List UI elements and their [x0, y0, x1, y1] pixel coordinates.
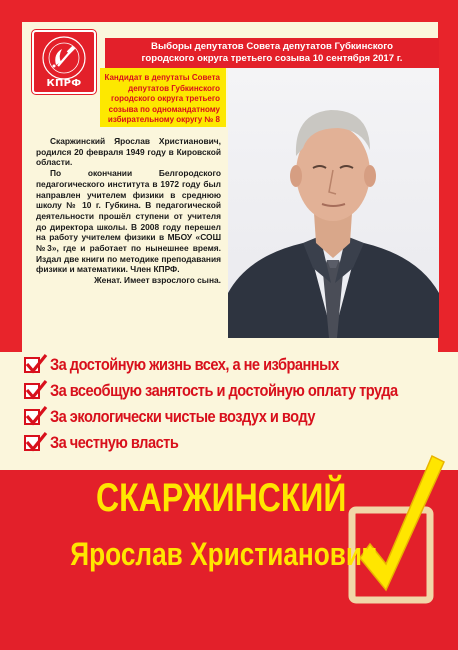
red-frame-top [0, 0, 458, 22]
ballot-check-icon [340, 440, 450, 615]
slogan-text: За всеобщую занятость и достойную оплату труда [50, 381, 398, 400]
slogan-text: За экологически чистые воздух и воду [50, 407, 315, 426]
checkbox-icon [24, 357, 40, 373]
bio-paragraph-1: Скаржинский Ярослав Христианович, родился 20 февраля 1949 году в Кировской области. [36, 136, 221, 168]
kprf-logo [32, 30, 96, 94]
bio-paragraph-3: Женат. Имеет взрослого сына. [94, 275, 221, 286]
banner-line-2: городского округа третьего созыва 10 сентября 2017 г. [141, 53, 403, 64]
biography [36, 136, 221, 286]
candidate-box [100, 68, 226, 127]
candidate-line-3: городского округа третьего [111, 94, 220, 104]
slogan-item [24, 432, 199, 454]
slogan-text: За достойную жизнь всех, а не избранных [50, 355, 339, 374]
bio-paragraph-2: По окончании Белгородского педагогического института в 1972 году был направлен учителем физики в среднюю школу № 10 г. Губкина. В педагогической деятельности прошёл ступени от учителя до директора школы. В 2008 году перешел на работу учителем физики в МБОУ «СОШ №3», где и работает по нынешнее время. Издал две книги по методике преподавания физики и математики. Член КПРФ. [36, 168, 221, 275]
red-frame-left [0, 0, 22, 352]
slogan-text: За честную власть [50, 433, 179, 452]
candidate-surname: СКАРЖИНСКИЙ [96, 476, 347, 520]
checkbox-icon [24, 383, 40, 399]
red-frame-right [438, 0, 458, 352]
slogan-item [24, 406, 358, 428]
candidate-line-4: созыва по одномандатному [108, 104, 220, 114]
candidate-line-2: депутатов Губкинского [128, 83, 220, 93]
banner-line-1: Выборы депутатов Совета депутатов Губкинского [151, 41, 393, 52]
checkbox-icon [24, 435, 40, 451]
logo-label: КПРФ [46, 78, 82, 89]
candidate-line-5: избирательному округу № 8 [107, 115, 220, 125]
election-banner [105, 38, 439, 68]
checkbox-icon [24, 409, 40, 425]
slogan-item [24, 354, 386, 376]
candidate-line-1: Кандидат в депутаты Совета [104, 73, 220, 82]
slogan-item [24, 380, 454, 402]
candidate-given-name: Ярослав Христианович [70, 536, 378, 572]
candidate-photo [228, 68, 439, 338]
